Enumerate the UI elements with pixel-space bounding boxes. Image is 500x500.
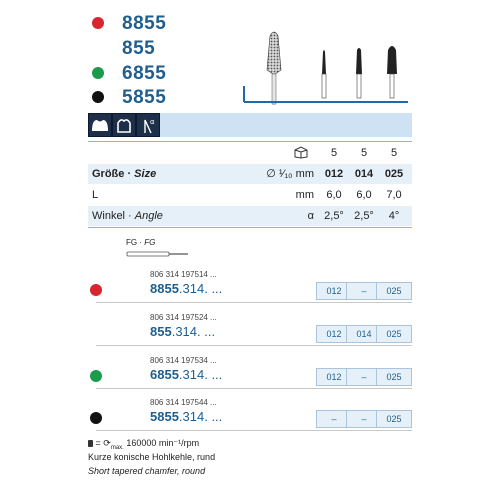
green-dot (92, 67, 104, 79)
size-value: 014 (354, 168, 374, 180)
article-number: 806 314 197534 ... (150, 356, 217, 365)
angle-value: 2,5° (324, 210, 344, 222)
rpm-icon (88, 440, 93, 447)
code-855: 855 (122, 38, 156, 59)
order-cell[interactable]: 025 (376, 410, 412, 428)
code-8855: 8855 (122, 13, 167, 34)
angle-icon (136, 113, 160, 137)
pack-value: 5 (360, 147, 368, 159)
bur-illustration (240, 22, 412, 106)
order-cell[interactable]: 012 (316, 325, 352, 343)
article-number: 806 314 197544 ... (150, 398, 217, 407)
order-cell[interactable]: 012 (316, 282, 352, 300)
code-6855: 6855 (122, 63, 167, 84)
rpm-line: = $⟳_{max.}$ 160000 min⁻¹/rpm (88, 438, 199, 451)
red-dot (92, 17, 104, 29)
order-cell[interactable]: 025 (376, 368, 412, 386)
length-row (88, 185, 412, 205)
rotation-icon: ⟳ (103, 438, 111, 448)
length-label: L (92, 189, 99, 201)
angle-value: 4° (388, 210, 400, 222)
package-icon (294, 146, 308, 164)
order-cell[interactable]: – (316, 410, 352, 428)
order-cell[interactable]: 012 (316, 368, 352, 386)
tooth-prep-icon (112, 113, 136, 137)
length-value: 6,0 (326, 189, 342, 201)
order-code: 855.314. ... (150, 324, 216, 339)
code-5855: 5855 (122, 87, 167, 108)
length-value: 7,0 (386, 189, 402, 201)
description-english: Short tapered chamfer, round (88, 466, 206, 476)
article-number: 806 314 197514 ... (150, 270, 217, 279)
pack-row (88, 143, 412, 163)
length-value: 6,0 (356, 189, 372, 201)
angle-row (88, 206, 412, 226)
length-unit: mm (295, 189, 314, 201)
article-number: 806 314 197524 ... (150, 313, 217, 322)
order-cell[interactable]: 014 (346, 325, 382, 343)
svg-text:α: α (150, 118, 155, 126)
order-cell[interactable]: – (346, 368, 382, 386)
size-row (88, 164, 412, 184)
order-code: 6855.314. ... (150, 367, 223, 382)
size-label: Größe · Size (92, 168, 157, 180)
order-cell[interactable]: – (346, 410, 382, 428)
shank-label: FG · FG (126, 238, 156, 247)
angle-unit: α (307, 210, 314, 222)
pack-value: 5 (390, 147, 398, 159)
size-unit: ∅ ¹⁄₁₀ mm (266, 168, 314, 180)
angle-label: Winkel · Angle (92, 210, 163, 222)
shank-icon (126, 249, 190, 259)
angle-value: 2,5° (354, 210, 374, 222)
green-dot (90, 370, 102, 382)
order-code: 5855.314. ... (150, 409, 223, 424)
size-value: 012 (324, 168, 344, 180)
order-code: 8855.314. ... (150, 281, 223, 296)
black-dot (90, 412, 102, 424)
tooth-crown-icon (88, 113, 112, 137)
pack-value: 5 (330, 147, 338, 159)
description-german: Kurze konische Hohlkehle, rund (88, 452, 216, 462)
order-cell[interactable]: 025 (376, 282, 412, 300)
order-cell[interactable]: – (346, 282, 382, 300)
black-dot (92, 91, 104, 103)
size-value: 025 (384, 168, 404, 180)
order-cell[interactable]: 025 (376, 325, 412, 343)
red-dot (90, 284, 102, 296)
